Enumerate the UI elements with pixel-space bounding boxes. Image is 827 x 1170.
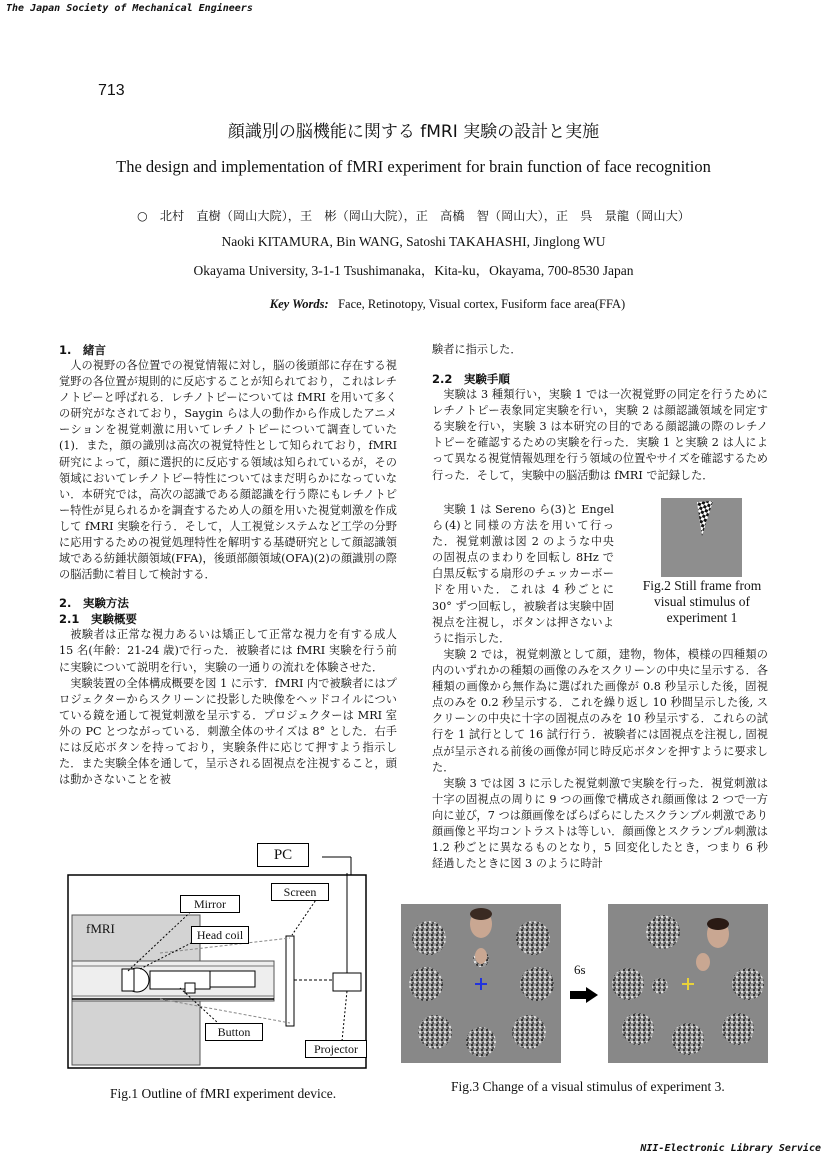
projector-label: Projector — [305, 1040, 367, 1058]
right-column-narrow — [432, 502, 614, 647]
section-2-2-paragraph-2: 実験 1 は Sereno ら(3)と Engel ら(4)と同様の方法を用いて行った．視覚刺激は図 2 のような中央の固視点のまわりを回転し 8Hz で白黒反転する扇形のチェッカーボードを用いた．これは 4 秒ごとに 30° ずつ回転し，被験者は実験中固視点を注視し，ボタンは押さないように指示した． — [432, 503, 614, 645]
pc-label: PC — [257, 843, 309, 867]
fmri-label: fMRI — [86, 921, 115, 936]
head-coil-label: Head coil — [191, 926, 249, 944]
figure-3-stimulus-before — [401, 904, 561, 1063]
paper-number: 713 — [98, 82, 125, 99]
society-header: The Japan Society of Mechanical Engineers — [6, 3, 253, 14]
section-2-title: 2. 実験方法 — [59, 596, 129, 611]
figure-2-caption: Fig.2 Still frame from visual stimulus of experiment 1 — [642, 578, 762, 625]
section-2-2-paragraph-1: 実験は 3 種類行い，実験 1 では一次視覚野の同定を行うためにレチノトピー表象同定実験を行い，実験 2 は顔認識領域を同定する実験を行い，実験 3 は本研究の目的である顔認識の際のレチノトピーを確認するための実験を行った．実験 1 と実験 2 は人によって異なる視覚情報処理を行う領域の位置やサイズを確認するため行った．そして，実験中の脳活動は fMRI で記録した． — [432, 388, 768, 482]
button-label: Button — [205, 1023, 263, 1041]
screen-label: Screen — [271, 883, 329, 901]
keywords-label: Key Words — [269, 297, 325, 311]
authors-japanese: ○ 北村 直樹（岡山大院），王 彬（岡山大院），正 高橋 智（岡山大），正 呉 景龍（岡山大） — [137, 209, 690, 223]
affiliation: Okayama University, 3-1-1 Tsushimanaka，Kita-ku，Okayama, 700-8530 Japan — [193, 263, 634, 278]
left-column — [59, 342, 397, 788]
interval-label: 6s — [574, 962, 586, 977]
section-1-paragraph: 人の視野の各位置での視覚情報に対し，脳の後頭部に存在する視覚野の各位置が規則的に反応することが知られており，これはレチノトピーと呼ばれる．レチノトピーについては fMRI を用いて多くの研究がなされており，Saygin らは人の動作から作成したアニメーションを視覚刺激に用いてレチノトピーについて調査していた(1)．また，顔の識別は高次の視覚特性として知られており，fMRI 研究によって，顔に選択的に反応する領域は知られているが，その領域においてレチノトピー特性についてはまだ明らかになっていない．本研究では，高次の認識である顔認識を行う際にもレチノトピー特性が見られるかを調査するため人の顔を用いた視覚刺激を作成して fMRI 実験を行う．そして，人工視覚システムなど工学の分野に応用するための視覚処理特性を解明する基礎研究として顔認識領域である紡錘状顔領域(FFA)，後頭部顔領域(OFA)(2)の顔識別の際の脳活動に着目して検討する． — [59, 359, 397, 582]
face-image-4 — [696, 953, 710, 971]
section-2-2-paragraph-4: 実験 3 では図 3 に示した視覚刺激で実験を行った．視覚刺激は十字の固視点の周りに 9 つの画像で構成され顔画像は 2 つで一方向に並び，7 つは顔画像をばらばらにしたスクランブル刺激であり顔画像と平均コントラストは等しい．顔画像とスクランブル刺激は 1.2 秒ごとに異なるものとなり，5 回変化したとき，つまり 6 秒経過したときに図 3 のように時計 — [432, 776, 768, 871]
figure-1-caption: Fig.1 Outline of fMRI experiment device. — [110, 1086, 337, 1101]
library-footer: NII-Electronic Library Service — [640, 1143, 821, 1154]
stimulus-before-drawing — [401, 904, 561, 1063]
keywords: Face, Retinotopy, Visual cortex, Fusiform face area(FFA) — [338, 297, 626, 311]
title-japanese: 顔識別の脳機能に関する fMRI 実験の設計と実施 — [227, 122, 600, 142]
figure-1-diagram — [60, 843, 380, 1073]
mirror-label: Mirror — [180, 895, 240, 913]
keywords-line: Key Words: Face, Retinotopy, Visual cortex, Fusiform face area(FFA) — [269, 297, 626, 311]
section-2-1-title: 2.1 実験概要 — [59, 612, 137, 627]
right-column-bottom — [432, 647, 768, 872]
section-1-title: 1. 緒言 — [59, 343, 106, 357]
right-arrow-icon — [570, 987, 598, 1007]
authors-english: Naoki KITAMURA, Bin WANG, Satoshi TAKAHASHI, Jinglong WU — [221, 234, 606, 249]
figure-2-image — [661, 498, 742, 577]
title-english: The design and implementation of fMRI experiment for brain function of face recognition — [116, 157, 711, 176]
figure-3-caption: Fig.3 Change of a visual stimulus of experiment 3. — [451, 1079, 725, 1094]
stimulus-after-drawing — [608, 904, 768, 1063]
face-image-2 — [475, 948, 487, 964]
section-2-1-paragraph-1: 被験者は正常な視力あるいは矯正して正常な視力を有する成人 15 名(年齢：21-24 歳)で行った．被験者には fMRI 実験を行う前に実験について説明を行い，実験の一通りの流れを体験させた． — [59, 628, 397, 674]
figure-3-stimulus-after — [608, 904, 768, 1063]
section-2-2-paragraph-3: 実験 2 では，視覚刺激として顔，建物，物体，模様の四種類の内のいずれかの種類の画像のみをスクリーンの中央に呈示する．各種類の画像から無作為に選ばれた画像が 0.8 秒呈示した後，固視点のみを 0.2 秒呈示する．これを繰り返し 10 秒間呈示した後, スクリーンの中央に十字の固視点のみを 10 秒呈示する．これらの試行を 1 試行として 16 試行行う．被験者には固視点を注視し, 固視点が呈示される前後の画像が同じ時反応ボタンを押すように要求した． — [432, 648, 768, 774]
section-2-1-paragraph-2: 実験装置の全体構成概要を図 1 に示す．fMRI 内で被験者にはプロジェクターからスクリーンに投影した映像をヘッドコイルについている鏡を通して視覚刺激を呈示する．プロジェクターは MRI 室外の PC とつながっている．刺激全体のサイズは 8° とした．右手には反応ボタンを持っており，実験条件に応じて押すよう指示した．また実験全体を通して，呈示される固視点を注視すること，頭は動かさないことを被 — [59, 676, 397, 787]
checkerboard-wedge — [661, 498, 742, 577]
continued-text: 験者に指示した． — [432, 343, 522, 356]
section-2-2-title: 2.2 実験手順 — [432, 372, 510, 387]
right-column-top — [432, 342, 768, 484]
